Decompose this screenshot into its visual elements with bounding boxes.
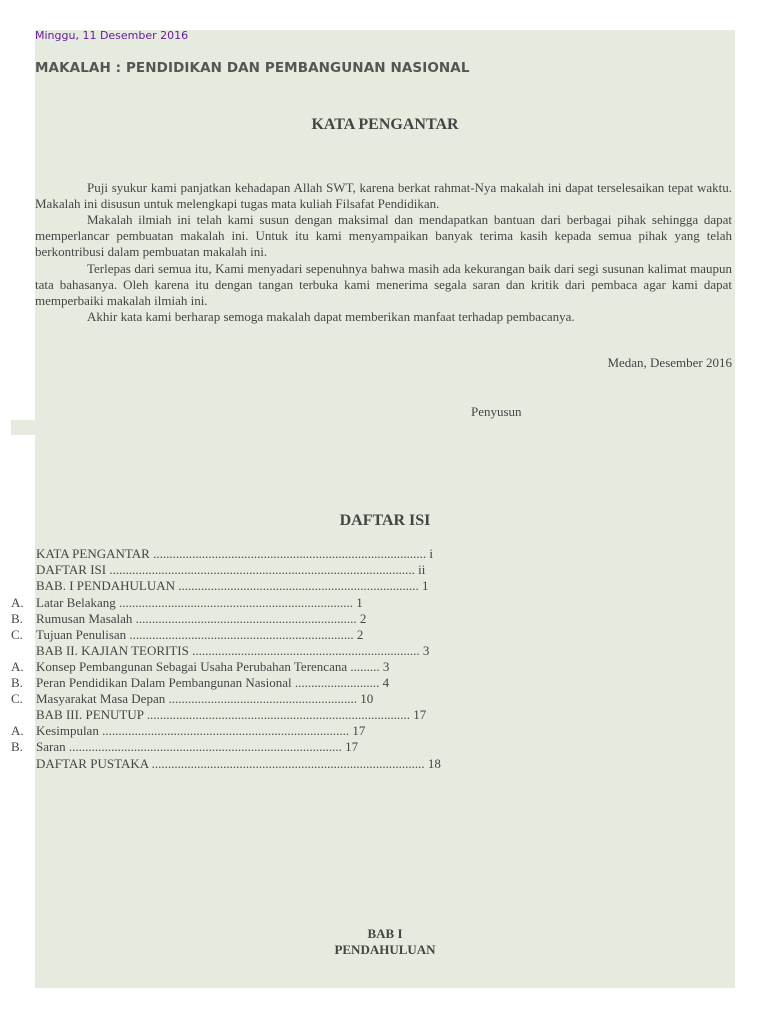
toc-entry: DAFTAR PUSTAKA .................................................................................... 18	[36, 756, 441, 771]
toc-marker: B.	[11, 611, 23, 626]
toc-entry: DAFTAR ISI .............................................................................................. ii	[36, 562, 426, 577]
toc-entry: Tujuan Penulisan ..................................................................... 2	[36, 627, 364, 642]
post-title[interactable]: MAKALAH : PENDIDIKAN DAN PEMBANGUNAN NASIONAL	[35, 60, 470, 76]
toc-entry: Latar Belakang ........................................................................ 1	[36, 595, 363, 610]
toc-entry: Kesimpulan ............................................................................ 17	[36, 723, 366, 738]
chapter-number: BAB I	[367, 926, 403, 941]
toc-marker: A.	[11, 595, 24, 610]
toc-marker: B.	[11, 675, 23, 690]
post-date: Minggu, 11 Desember 2016	[35, 29, 189, 42]
preface-paragraph-1: Puji syukur kami panjatkan kehadapan Allah SWT, karena berkat rahmat-Nya makalah ini dapat terselesaikan tepat waktu. Makalah ini disusun untuk melengkapi tugas mata kuliah Filsafat Pendidikan.	[35, 180, 732, 212]
toc-entry: KATA PENGANTAR .................................................................................... i	[36, 546, 433, 561]
chapter-title: PENDAHULUAN	[334, 942, 436, 957]
toc-entry: Konsep Pembangunan Sebagai Usaha Perubahan Terencana ......... 3	[36, 659, 390, 674]
toc-entry: BAB II. KAJIAN TEORITIS ...................................................................... 3	[36, 643, 430, 658]
toc-marker: B.	[11, 739, 23, 754]
toc-entry: Saran .................................................................................... 17	[36, 739, 359, 754]
document-page	[35, 30, 735, 988]
signature: Penyusun	[471, 404, 522, 419]
toc-marker: C.	[11, 691, 23, 706]
toc-entry: BAB. I PENDAHULUAN .......................................................................... 1	[36, 578, 429, 593]
preface-heading: KATA PENGANTAR	[311, 116, 459, 133]
page-edge-tab	[11, 420, 35, 435]
toc-entry: Masyarakat Masa Depan .......................................................... 10	[36, 691, 374, 706]
toc-entry: BAB III. PENUTUP ................................................................................. 17	[36, 707, 427, 722]
place-date: Medan, Desember 2016	[607, 355, 732, 370]
toc-entry: Peran Pendidikan Dalam Pembangunan Nasional .......................... 4	[36, 675, 390, 690]
toc-marker: A.	[11, 659, 24, 674]
preface-paragraph-4: Akhir kata kami berharap semoga makalah dapat memberikan manfaat terhadap pembacanya.	[87, 309, 575, 324]
toc-marker: A.	[11, 723, 24, 738]
toc-heading: DAFTAR ISI	[339, 512, 431, 529]
toc-entry: Rumusan Masalah .................................................................... 2	[36, 611, 367, 626]
preface-paragraph-3: Terlepas dari semua itu, Kami menyadari sepenuhnya bahwa masih ada kekurangan baik dari segi susunan kalimat maupun tata bahasanya. Oleh karena itu dengan tangan terbuka kami menerima segala saran dan kritik dari pembaca agar kami dapat memperbaiki makalah ilmiah ini.	[35, 261, 732, 309]
toc-marker: C.	[11, 627, 23, 642]
preface-paragraph-2: Makalah ilmiah ini telah kami susun dengan maksimal dan mendapatkan bantuan dari berbagai pihak sehingga dapat memperlancar pembuatan makalah ini. Untuk itu kami menyampaikan banyak terima kasih kepada semua pihak yang telah berkontribusi dalam pembuatan makalah ini.	[35, 212, 732, 260]
